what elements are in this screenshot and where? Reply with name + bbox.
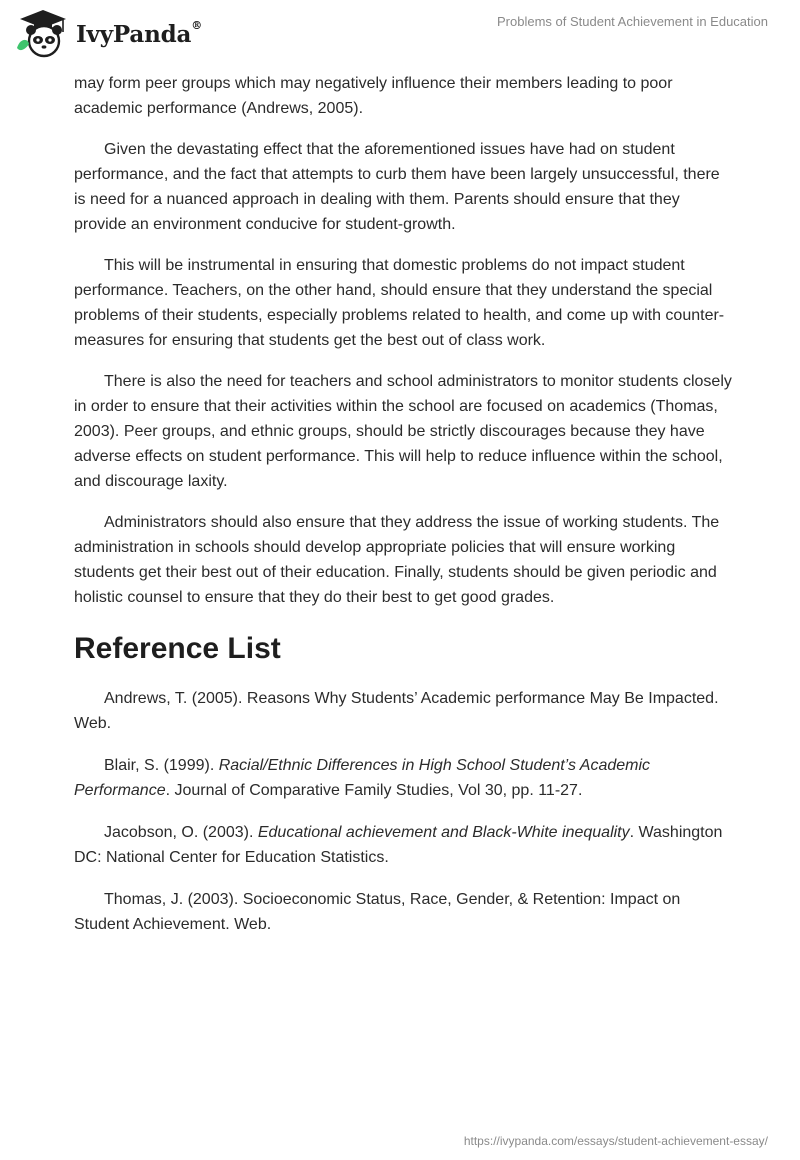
paragraph: There is also the need for teachers and school administrators to monitor students closely in order to ensure that their activities within the school are focused on academics (Thomas, 2003). Peer groups, and ethnic groups, should be strictly discourages because they have adverse effects on student performance. This will help to reduce influence within the school, and discourage laxity. [74, 373, 732, 490]
reference-item: Blair, S. (1999). Racial/Ethnic Differences in High School Student’s Academic Performance. Journal of Comparative Family Studies, Vol 30, pp. 11-27. [74, 757, 651, 799]
essay-body [74, 71, 734, 954]
paragraph: Administrators should also ensure that they address the issue of working students. The administration in schools should develop appropriate policies that will ensure working students get their best out of their education. Finally, students should be given periodic and holistic counsel to ensure that they do their best to get good grades. [74, 514, 720, 606]
reference-item: Andrews, T. (2005). Reasons Why Students’ Academic performance May Be Impacted. Web. [74, 690, 719, 732]
reference-item: Jacobson, O. (2003). Educational achievement and Black-White inequality. Washington DC: National Center for Education Statistics. [74, 824, 723, 866]
reference-item: Thomas, J. (2003). Socioeconomic Status, Race, Gender, & Retention: Impact on Student Achievement. Web. [74, 891, 681, 933]
panda-graduate-icon [14, 8, 72, 60]
site-logo[interactable] [14, 8, 202, 60]
paragraph: Given the devastating effect that the aforementioned issues have had on student performance, and the fact that attempts to curb them have been largely unsuccessful, there is need for a nuanced approach in dealing with them. Parents should ensure that they provide an environment conducive for student-growth. [74, 141, 720, 233]
essay-title: Problems of Student Achievement in Education [497, 14, 768, 29]
paragraph: This will be instrumental in ensuring that domestic problems do not impact student performance. Teachers, on the other hand, should ensure that they understand the special problems of their students, especially problems related to health, and come up with counter-measures for ensuring that students get the best out of class work. [74, 257, 725, 349]
footer-url-link[interactable]: https://ivypanda.com/essays/student-achievement-essay/ [463, 1134, 768, 1148]
reference-list-heading: Reference List [74, 632, 281, 665]
paragraph: may form peer groups which may negatively influence their members leading to poor academic performance (Andrews, 2005). [74, 75, 673, 117]
logo-text: IvyPanda® [76, 18, 202, 48]
